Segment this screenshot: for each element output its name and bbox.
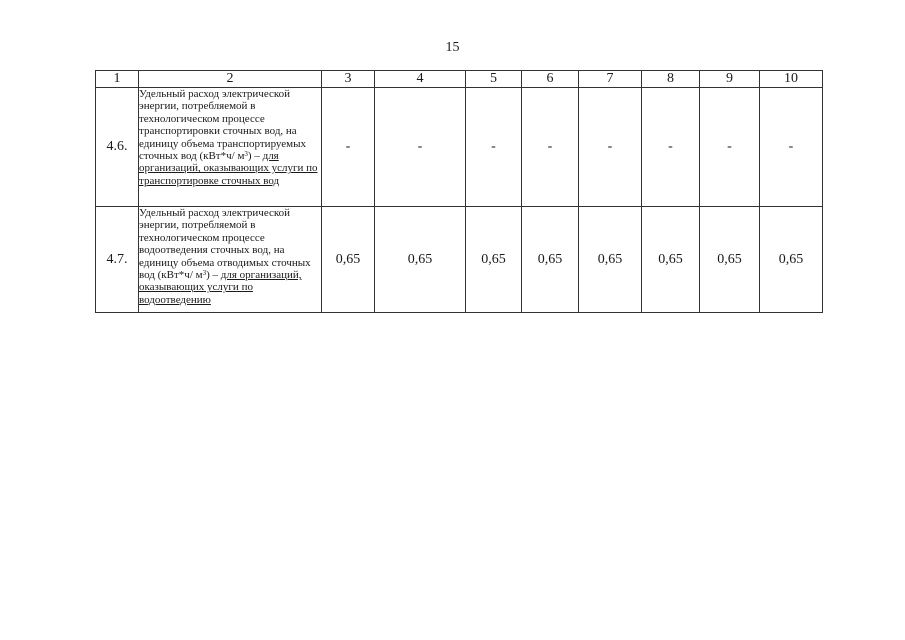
row-number: 4.7. xyxy=(96,207,139,313)
value-cell: - xyxy=(700,88,760,207)
row-number: 4.6. xyxy=(96,88,139,207)
header-cell: 1 xyxy=(96,71,139,88)
data-table xyxy=(95,70,823,313)
value-cell: 0,65 xyxy=(375,207,466,313)
value-cell: - xyxy=(760,88,823,207)
table-row xyxy=(96,88,823,207)
value-cell: 0,65 xyxy=(466,207,522,313)
header-cell: 8 xyxy=(642,71,700,88)
value-cell: 0,65 xyxy=(642,207,700,313)
header-cell: 9 xyxy=(700,71,760,88)
value-cell: - xyxy=(322,88,375,207)
value-cell: - xyxy=(375,88,466,207)
value-cell: 0,65 xyxy=(700,207,760,313)
superscript: 3 xyxy=(202,269,207,278)
header-cell: 10 xyxy=(760,71,823,88)
page-number: 15 xyxy=(445,40,460,55)
value-cell: 0,65 xyxy=(579,207,642,313)
description-text: Удельный расход электрической энергии, потребляемой в технологическом процессе водоотведения сточных вод, на единицу объема отводимых сточных вод (кВт*ч/ м xyxy=(139,207,311,282)
header-cell: 2 xyxy=(139,71,322,88)
description-underlined: для организаций, оказывающих услуги по водоотведению xyxy=(139,269,302,306)
value-cell: - xyxy=(642,88,700,207)
header-row xyxy=(96,71,823,88)
table-row xyxy=(96,207,823,313)
header-cell: 6 xyxy=(522,71,579,88)
value-cell: - xyxy=(466,88,522,207)
value-cell: 0,65 xyxy=(760,207,823,313)
header-cell: 7 xyxy=(579,71,642,88)
value-cell: - xyxy=(522,88,579,207)
value-cell: 0,65 xyxy=(522,207,579,313)
superscript: 3 xyxy=(244,150,248,159)
description-text: Удельный расход электрической энергии, потребляемой в технологическом процессе транспортировки сточных вод, на единицу объема транспортируемых сточных вод (кВт*ч/ м xyxy=(139,88,307,163)
header-cell: 5 xyxy=(466,71,522,88)
value-cell: - xyxy=(579,88,642,207)
header-cell: 3 xyxy=(322,71,375,88)
description-text: ) – xyxy=(206,269,221,282)
description-underlined: для организаций, оказывающих услуги по транспортировке сточных вод xyxy=(139,150,318,187)
row-description xyxy=(139,88,322,207)
description-text: ) – xyxy=(247,150,263,163)
row-description xyxy=(139,207,322,313)
header-cell: 4 xyxy=(375,71,466,88)
value-cell: 0,65 xyxy=(322,207,375,313)
